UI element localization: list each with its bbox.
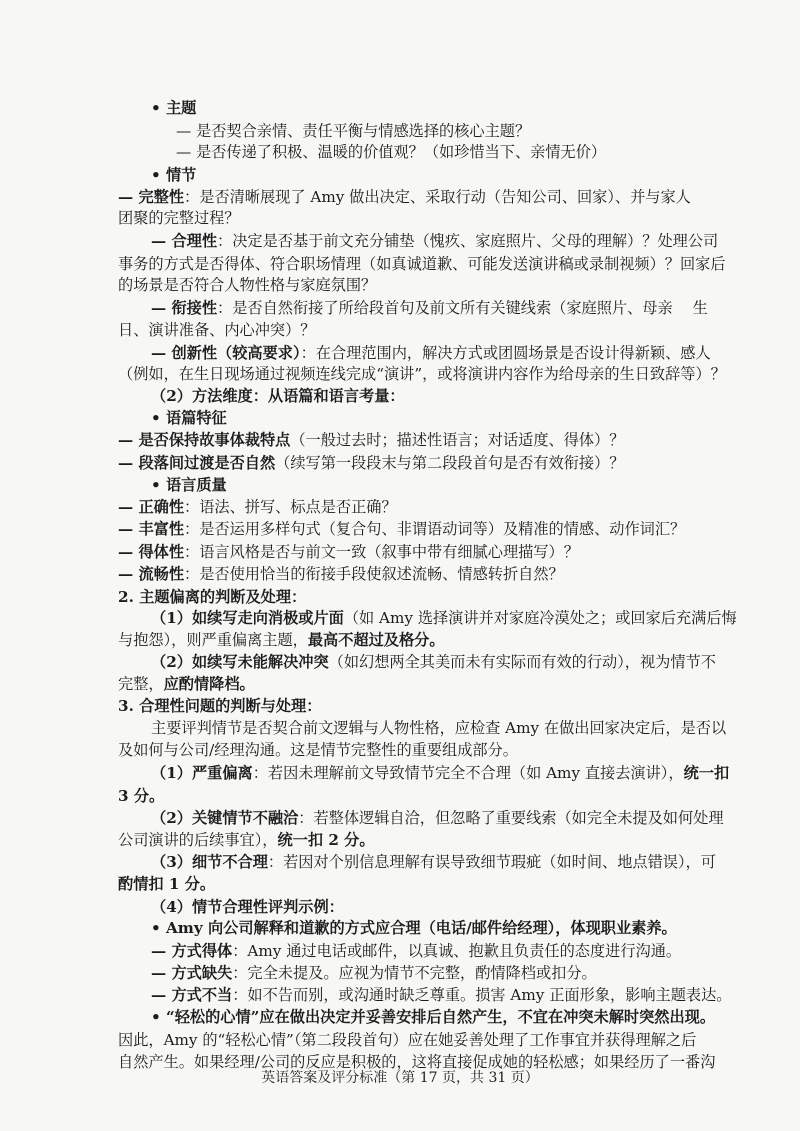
bold-text: 最高不超过及格分。 bbox=[307, 631, 445, 649]
text-line bbox=[151, 343, 711, 363]
text-line bbox=[118, 874, 215, 894]
text-line bbox=[151, 718, 726, 738]
text-run: ：是否运用多样句式（复合句、非谓语动词等）及精准的情感、动作词汇？ bbox=[184, 520, 686, 538]
page-footer: 英语答案及评分标准（第 17 页，共 31 页） bbox=[261, 1070, 539, 1086]
bold-text: 应酌情降档。 bbox=[163, 675, 255, 693]
bold-text: — 完整性 bbox=[118, 188, 185, 206]
text-run: ：是否使用恰当的衔接手段使叙述流畅、情感转折自然？ bbox=[184, 565, 564, 583]
text-run: ：若因对个别信息理解有误导致细节瑕疵（如时间、地点错误），可 bbox=[267, 853, 716, 871]
text-run: ：如不告而别，或沟通时缺乏尊重。损害 Amy 正面形象，影响主题表达。 bbox=[232, 986, 732, 1004]
text-line bbox=[118, 497, 397, 517]
bold-text: — 合理性 bbox=[151, 232, 218, 250]
bold-text: — 方式得体 bbox=[151, 942, 233, 960]
text-run: 公司演讲的后续事宜）， bbox=[118, 831, 278, 849]
text-line bbox=[118, 320, 315, 340]
text-line bbox=[151, 231, 718, 251]
text-run: （如 Amy 选择演讲并对家庭冷漠处之；或回家后充满后悔 bbox=[343, 609, 737, 627]
text-line bbox=[151, 408, 227, 428]
bold-text: — 段落间过渡是否自然 bbox=[118, 454, 276, 472]
text-line bbox=[151, 475, 227, 495]
text-line bbox=[176, 142, 606, 162]
bold-text: — 丰富性 bbox=[118, 520, 185, 538]
bold-text: • 情节 bbox=[151, 166, 197, 184]
bold-text: 3. 合理性问题的判断与处理： bbox=[118, 697, 322, 715]
text-line bbox=[151, 897, 344, 917]
bold-text: • Amy 向公司解释和道歉的方式应合理（电话/邮件给经理），体现职业素养。 bbox=[151, 919, 677, 937]
text-run: 事务的方式是否得体、符合职场情理（如真诚道歉、可能发送演讲稿或录制视频）？回家后 bbox=[118, 255, 726, 273]
text-run: — 是否传递了积极、温暖的价值观？（如珍惜当下、亲情无价） bbox=[176, 143, 607, 161]
text-line bbox=[176, 121, 530, 141]
bold-text: • “轻松的心情”应在做出决定并妥善安排后自然产生，不宜在冲突未解时突然出现。 bbox=[151, 1008, 716, 1026]
bold-text: — 得体性 bbox=[118, 543, 185, 561]
text-line bbox=[118, 1030, 696, 1050]
bold-text: （1）如续写走向消极或片面 bbox=[151, 609, 344, 627]
text-line bbox=[151, 298, 708, 318]
bold-text: （2）如续写未能解决冲突 bbox=[151, 653, 329, 671]
bold-text: （3）细节不合理 bbox=[151, 853, 268, 871]
text-line bbox=[118, 696, 321, 716]
text-line bbox=[118, 430, 624, 450]
bold-text: （2）关键情节不融洽 bbox=[151, 809, 299, 827]
text-line bbox=[151, 98, 196, 118]
bold-text: （1）严重偏离 bbox=[151, 764, 253, 782]
text-line bbox=[151, 918, 677, 938]
text-line bbox=[118, 254, 726, 274]
bold-text: — 是否保持故事体裁特点 bbox=[118, 431, 291, 449]
text-run: （例如，在生日现场通过视频连线完成“演讲”，或将演讲内容作为给母亲的生日致辞等）？ bbox=[118, 365, 726, 383]
bold-text: — 创新性（较高要求） bbox=[151, 344, 301, 362]
text-line bbox=[151, 963, 597, 983]
text-run: 因此，Amy 的“轻松心情”（第二段段首句）应在她妥善处理了工作事宜并获得理解之后 bbox=[118, 1031, 697, 1049]
text-run: ：语法、拼写、标点是否正确？ bbox=[184, 498, 397, 516]
text-line bbox=[151, 1007, 715, 1027]
text-run: ：若整体逻辑自洽，但忽略了重要线索（如完全未提及如何处理 bbox=[298, 809, 724, 827]
bold-text: 酌情扣 1 分。 bbox=[118, 875, 216, 893]
text-line bbox=[118, 519, 685, 539]
text-line bbox=[151, 852, 716, 872]
bold-text: — 方式缺失 bbox=[151, 964, 233, 982]
text-line bbox=[151, 941, 681, 961]
text-line bbox=[151, 608, 737, 628]
text-run: ：决定是否基于前文充分铺垫（愧疚、家庭照片、父母的理解）？处理公司 bbox=[217, 232, 719, 250]
bold-text: — 衔接性 bbox=[151, 299, 218, 317]
text-run: 团聚的完整过程？ bbox=[118, 209, 240, 227]
text-run: （如幻想两全其美而未有实际而有效的行动），视为情节不 bbox=[328, 653, 716, 671]
bold-text: 2. 主题偏离的判断及处理： bbox=[118, 588, 307, 606]
text-line bbox=[118, 740, 518, 760]
text-run: ：在合理范围内，解决方式或团圆场景是否设计得新颖、感人 bbox=[300, 344, 711, 362]
text-run: ：是否自然衔接了所给段首句及前文所有关键线索（家庭照片、母亲 生 bbox=[217, 299, 708, 317]
bold-text: — 方式不当 bbox=[151, 986, 233, 1004]
text-line bbox=[118, 564, 564, 584]
text-line bbox=[118, 275, 376, 295]
text-run: ：语言风格是否与前文一致（叙事中带有细腻心理描写）？ bbox=[184, 543, 579, 561]
text-run: （续写第一段段末与第二段段首句是否有效衔接）？ bbox=[275, 454, 625, 472]
text-line bbox=[118, 364, 726, 384]
text-line bbox=[151, 165, 196, 185]
text-line bbox=[118, 630, 445, 650]
text-line bbox=[118, 587, 306, 607]
text-run: 自然产生。如果经理/公司的反应是积极的，这将直接促成她的轻松感；如果经历了一番沟 bbox=[118, 1053, 716, 1071]
text-line bbox=[118, 830, 375, 850]
text-line bbox=[151, 808, 724, 828]
bold-text: （2）方法维度：从语篇和语言考量： bbox=[151, 387, 405, 405]
text-run: 主要评判情节是否契合前文逻辑与人物性格，应检查 Amy 在做出回家决定后，是否以 bbox=[151, 719, 727, 737]
text-run: 完整， bbox=[118, 675, 164, 693]
bold-text: （4）情节合理性评判示例： bbox=[151, 898, 344, 916]
text-run: ：完全未提及。应视为情节不完整，酌情降档或扣分。 bbox=[232, 964, 597, 982]
text-run: ：Amy 通过电话或邮件，以真诚、抱歉且负责任的态度进行沟通。 bbox=[232, 942, 682, 960]
bold-text: 统一扣 2 分。 bbox=[277, 831, 375, 849]
text-run: — 是否契合亲情、责任平衡与情感选择的核心主题？ bbox=[176, 122, 531, 140]
text-line bbox=[151, 763, 729, 783]
bold-text: • 主题 bbox=[151, 99, 197, 117]
text-run: 及如何与公司/经理沟通。这是情节完整性的重要组成部分。 bbox=[118, 741, 518, 759]
text-run: 与抱怨），则严重偏离主题， bbox=[118, 631, 308, 649]
text-run: （一般过去时；描述性语言；对话适度、得体）？ bbox=[290, 431, 625, 449]
bold-text: • 语篇特征 bbox=[151, 409, 227, 427]
text-line bbox=[151, 386, 405, 406]
bold-text: — 正确性 bbox=[118, 498, 185, 516]
bold-text: — 流畅性 bbox=[118, 565, 185, 583]
bold-text: • 语言质量 bbox=[151, 476, 227, 494]
text-line bbox=[118, 208, 240, 228]
text-run: 的场景是否符合人物性格与家庭氛围？ bbox=[118, 276, 377, 294]
text-line bbox=[118, 786, 164, 806]
text-run: 日、演讲准备、内心冲突）？ bbox=[118, 321, 316, 339]
text-line bbox=[118, 542, 579, 562]
text-run: ：是否清晰展现了 Amy 做出决定、采取行动（告知公司、回家）、并与家人 bbox=[184, 188, 691, 206]
text-run: ：若因未理解前文导致情节完全不合理（如 Amy 直接去演讲）， bbox=[252, 764, 684, 782]
text-line bbox=[151, 985, 731, 1005]
text-line bbox=[151, 652, 716, 672]
bold-text: 统一扣 bbox=[683, 764, 730, 782]
text-line bbox=[118, 674, 255, 694]
bold-text: 3 分。 bbox=[118, 787, 165, 805]
text-line bbox=[118, 453, 624, 473]
text-line bbox=[118, 187, 691, 207]
